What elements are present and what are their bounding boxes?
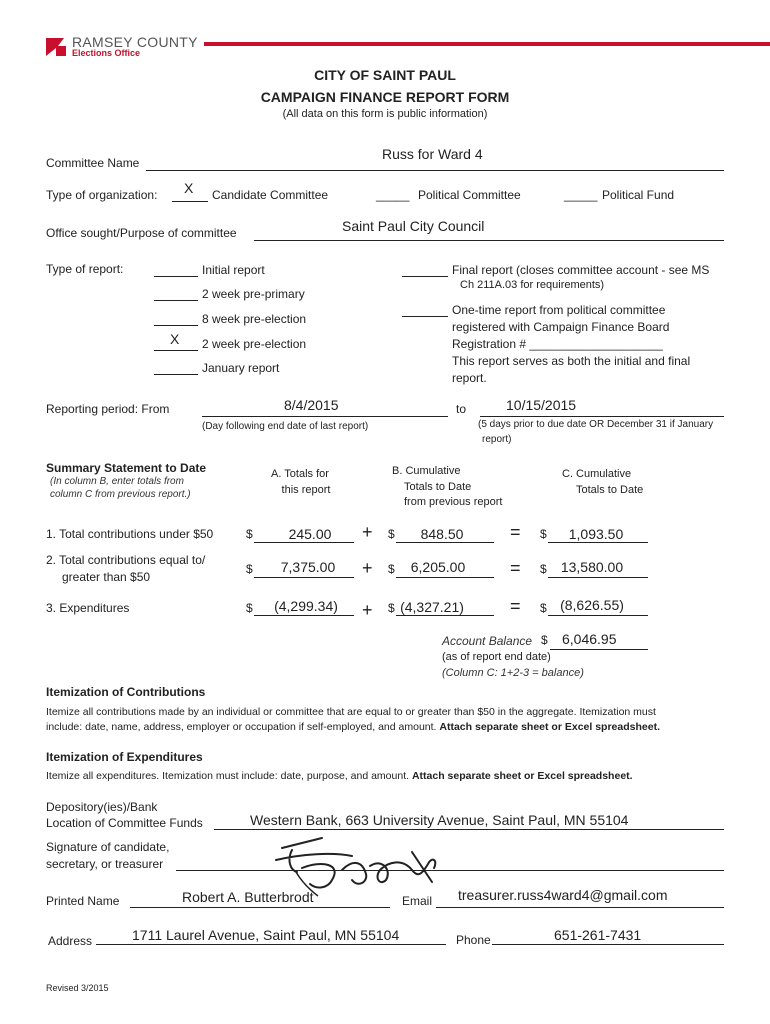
col-b-header-3: from previous report bbox=[404, 496, 503, 508]
signature-label-1: Signature of candidate, bbox=[46, 840, 170, 854]
plus-sign: + bbox=[362, 558, 373, 578]
committee-name-line bbox=[146, 170, 724, 171]
candidate-mark[interactable]: X bbox=[184, 180, 194, 196]
phone-label: Phone bbox=[456, 933, 491, 947]
org-type-label: Type of organization: bbox=[46, 188, 158, 202]
pre-election-2-label: 2 week pre-election bbox=[202, 337, 307, 351]
political-committee-label: Political Committee bbox=[418, 188, 521, 202]
address-line bbox=[96, 944, 446, 945]
row-label: 1. Total contributions under $50 bbox=[46, 527, 214, 541]
pre-election-8-blank bbox=[154, 325, 198, 326]
plus-sign: + bbox=[362, 600, 373, 620]
currency-sign: $ bbox=[540, 562, 547, 576]
balance-line bbox=[550, 649, 648, 650]
printed-name-value[interactable]: Robert A. Butterbrodt bbox=[182, 889, 314, 905]
period-to-line bbox=[480, 416, 724, 417]
exp-itemization-line bbox=[46, 770, 633, 782]
phone-value[interactable]: 651-261-7431 bbox=[554, 927, 642, 943]
final-blank bbox=[402, 276, 448, 277]
office-line bbox=[254, 240, 724, 241]
col-a-value[interactable]: (4,299.34) bbox=[274, 598, 338, 614]
political-committee-blank[interactable]: _____ bbox=[376, 188, 410, 202]
col-a-line bbox=[254, 577, 354, 578]
political-fund-blank[interactable]: _____ bbox=[564, 188, 598, 202]
summary-title: Summary Statement to Date bbox=[46, 461, 207, 475]
currency-sign: $ bbox=[388, 601, 395, 615]
phone-line bbox=[492, 944, 724, 945]
header-rule bbox=[204, 42, 770, 46]
january-label: January report bbox=[202, 361, 280, 375]
col-c-line bbox=[548, 577, 648, 578]
col-a-line bbox=[254, 615, 354, 616]
balance-currency: $ bbox=[541, 633, 548, 647]
committee-name-value[interactable]: Russ for Ward 4 bbox=[382, 146, 483, 162]
col-b-value[interactable]: 848.50 bbox=[420, 526, 464, 542]
period-from-value[interactable]: 8/4/2015 bbox=[284, 397, 339, 413]
candidate-committee-label: Candidate Committee bbox=[212, 188, 329, 202]
january-blank bbox=[154, 374, 198, 375]
equals-sign: = bbox=[510, 558, 521, 578]
form-title: CAMPAIGN FINANCE REPORT FORM bbox=[260, 89, 510, 105]
depository-label-1: Depository(ies)/Bank bbox=[46, 800, 158, 814]
period-from-note: (Day following end date of last report) bbox=[202, 421, 369, 432]
balance-label: Account Balance bbox=[442, 634, 533, 648]
col-b-line bbox=[396, 542, 494, 543]
currency-sign: $ bbox=[540, 527, 547, 541]
final-report-label: Final report (closes committee account - see MS bbox=[452, 263, 710, 277]
org-sub: Elections Office bbox=[72, 48, 141, 58]
depository-label-2: Location of Committee Funds bbox=[46, 816, 203, 830]
col-b-value[interactable]: (4,327.21) bbox=[400, 599, 464, 615]
summary-note-2: column C from previous report.) bbox=[50, 489, 191, 500]
depository-value[interactable]: Western Bank, 663 University Avenue, Saint Paul, MN 55104 bbox=[250, 812, 629, 828]
col-a-header-2: this report bbox=[281, 484, 331, 496]
col-a-value[interactable]: 7,375.00 bbox=[280, 559, 336, 575]
onetime-line2: registered with Campaign Finance Board bbox=[452, 320, 670, 334]
city-title: CITY OF SAINT PAUL bbox=[314, 67, 456, 83]
initial-report-label: Initial report bbox=[202, 263, 265, 277]
onetime-line4: This report serves as both the initial and final bbox=[452, 354, 691, 368]
period-from-line bbox=[202, 416, 448, 417]
signature-label-2: secretary, or treasurer bbox=[46, 857, 164, 871]
onetime-line5: report. bbox=[452, 371, 487, 385]
pre-primary-label: 2 week pre-primary bbox=[202, 287, 305, 301]
email-line bbox=[436, 907, 724, 908]
row-label: 3. Expenditures bbox=[46, 601, 130, 615]
col-b-header-2: Totals to Date bbox=[404, 481, 472, 493]
org-name: RAMSEY COUNTY bbox=[72, 34, 198, 50]
balance-note-2: (Column C: 1+2-3 = balance) bbox=[442, 667, 584, 679]
col-b-value[interactable]: 6,205.00 bbox=[410, 559, 466, 575]
currency-sign: $ bbox=[246, 601, 253, 615]
ramsey-county-logo-icon bbox=[44, 36, 68, 58]
col-a-header-1: A. Totals for bbox=[271, 468, 329, 480]
contrib-itemization-title: Itemization of Contributions bbox=[46, 685, 206, 699]
balance-value[interactable]: 6,046.95 bbox=[562, 631, 617, 647]
contrib-itemization-text: include: date, name, address, employer or occupation if self-employed, and amount. bbox=[46, 721, 437, 733]
period-to-label: to bbox=[456, 402, 467, 416]
onetime-line3: Registration # ____________________ bbox=[452, 337, 663, 351]
candidate-blank bbox=[172, 201, 208, 202]
contrib-itemization-line1: Itemize all contributions made by an individual or committee that are equal to or greater than $50 in the aggregate. Itemization must bbox=[46, 706, 656, 718]
exp-itemization-text: Itemize all expenditures. Itemization must include: date, purpose, and amount. bbox=[46, 770, 410, 782]
email-label: Email bbox=[402, 894, 433, 908]
currency-sign: $ bbox=[388, 562, 395, 576]
row-label-cont: greater than $50 bbox=[62, 570, 151, 584]
onetime-blank bbox=[402, 316, 448, 317]
equals-sign: = bbox=[510, 522, 521, 542]
pre-election-2-blank bbox=[154, 350, 198, 351]
col-c-header-1: C. Cumulative bbox=[562, 468, 632, 480]
revision-note: Revised 3/2015 bbox=[46, 983, 109, 993]
printed-name-line bbox=[130, 907, 390, 908]
office-value[interactable]: Saint Paul City Council bbox=[342, 218, 485, 234]
col-b-header-1: B. Cumulative bbox=[392, 465, 461, 477]
equals-sign: = bbox=[510, 596, 521, 616]
exp-attach-note: Attach separate sheet or Excel spreadsheet. bbox=[411, 770, 633, 782]
col-c-value[interactable]: (8,626.55) bbox=[560, 597, 624, 613]
col-c-value[interactable]: 1,093.50 bbox=[568, 526, 624, 542]
col-a-line bbox=[254, 542, 354, 543]
political-fund-label: Political Fund bbox=[602, 188, 675, 202]
col-a-value[interactable]: 245.00 bbox=[288, 526, 332, 542]
initial-blank bbox=[154, 276, 198, 277]
col-c-value[interactable]: 13,580.00 bbox=[560, 559, 624, 575]
email-value[interactable]: treasurer.russ4ward4@gmail.com bbox=[458, 887, 668, 903]
col-b-line bbox=[396, 615, 494, 616]
pre-election-8-label: 8 week pre-election bbox=[202, 312, 307, 326]
col-c-line bbox=[548, 542, 648, 543]
currency-sign: $ bbox=[388, 527, 395, 541]
row-label: 2. Total contributions equal to/ bbox=[46, 553, 206, 567]
exp-itemization-title: Itemization of Expenditures bbox=[46, 750, 203, 764]
currency-sign: $ bbox=[246, 527, 253, 541]
final-report-note: Ch 211A.03 for requirements) bbox=[460, 279, 605, 291]
contrib-itemization-line2 bbox=[46, 721, 660, 733]
logo bbox=[44, 34, 744, 60]
signature-icon bbox=[262, 830, 462, 898]
summary-note-1: (In column B, enter totals from bbox=[50, 476, 184, 487]
address-label: Address bbox=[48, 934, 93, 948]
period-to-value[interactable]: 10/15/2015 bbox=[506, 397, 577, 413]
currency-sign: $ bbox=[540, 601, 547, 615]
printed-name-label: Printed Name bbox=[46, 894, 120, 908]
pre-election-2-mark[interactable]: X bbox=[170, 331, 180, 347]
committee-name-label: Committee Name bbox=[46, 156, 140, 170]
pre-primary-blank bbox=[154, 300, 198, 301]
contrib-attach-note: Attach separate sheet or Excel spreadsheet. bbox=[439, 721, 660, 733]
col-b-line bbox=[396, 577, 494, 578]
office-label: Office sought/Purpose of committee bbox=[46, 226, 237, 240]
period-to-note-2: report) bbox=[482, 434, 512, 445]
plus-sign: + bbox=[362, 522, 373, 542]
address-value[interactable]: 1711 Laurel Avenue, Saint Paul, MN 55104 bbox=[132, 927, 400, 943]
onetime-line1: One-time report from political committee bbox=[452, 303, 666, 317]
col-c-header-2: Totals to Date bbox=[576, 484, 644, 496]
period-label: Reporting period: From bbox=[46, 402, 170, 416]
report-type-label: Type of report: bbox=[46, 262, 124, 276]
balance-note-1: (as of report end date) bbox=[442, 651, 551, 663]
public-note: (All data on this form is public information) bbox=[282, 108, 488, 120]
currency-sign: $ bbox=[246, 562, 253, 576]
period-to-note-1: (5 days prior to due date OR December 31 if January bbox=[478, 419, 714, 430]
col-c-line bbox=[548, 615, 648, 616]
